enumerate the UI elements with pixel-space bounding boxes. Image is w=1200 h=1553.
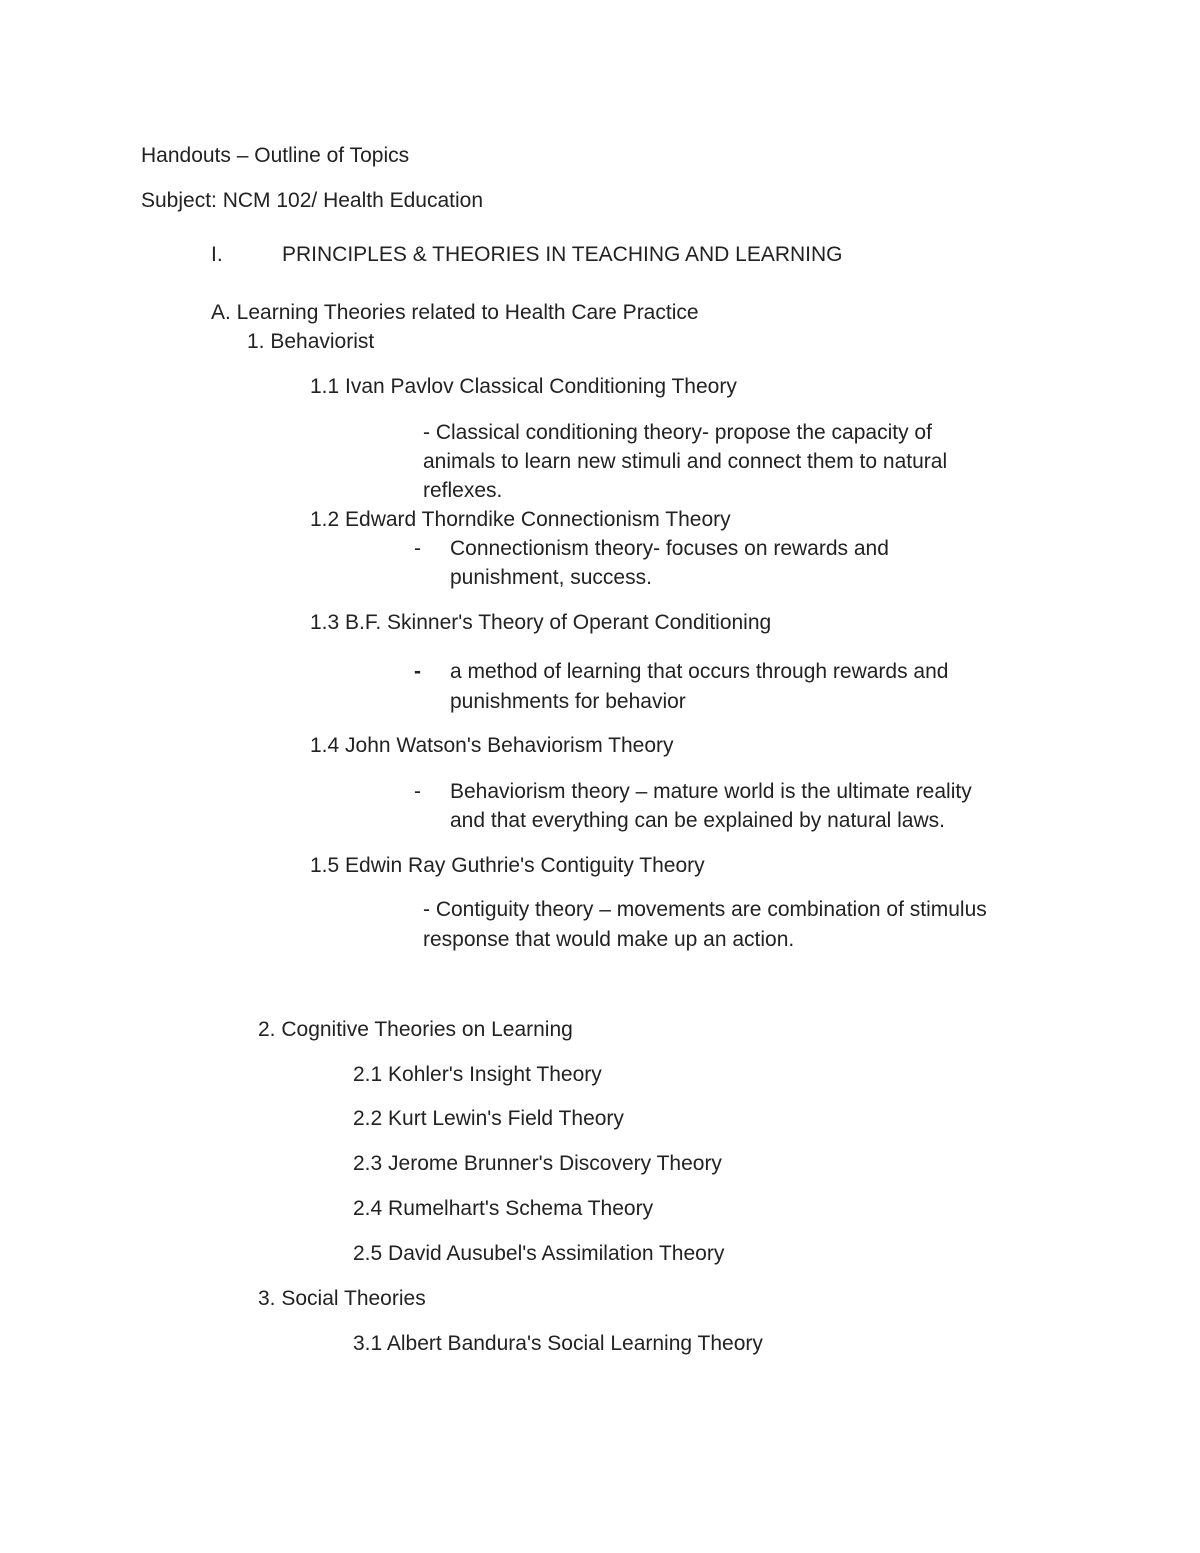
section-numeral: I. bbox=[211, 243, 223, 266]
list-item: 2.1 Kohler's Insight Theory bbox=[353, 1063, 602, 1086]
behaviorist-heading: 1. Behaviorist bbox=[247, 330, 375, 353]
subject-line: Subject: NCM 102/ Health Education bbox=[141, 189, 484, 212]
theory-description-line: response that would make up an action. bbox=[423, 928, 795, 951]
theory-title: 1.4 John Watson's Behaviorism Theory bbox=[310, 734, 674, 757]
section-heading: PRINCIPLES & THEORIES IN TEACHING AND LEARNING bbox=[282, 243, 843, 266]
bullet-dash: - bbox=[414, 660, 421, 683]
theory-description-line: punishment, success. bbox=[450, 566, 652, 589]
theory-description-line: - Classical conditioning theory- propose the capacity of bbox=[423, 421, 932, 444]
social-heading: 3. Social Theories bbox=[258, 1287, 426, 1310]
theory-title: 1.5 Edwin Ray Guthrie's Contiguity Theory bbox=[310, 854, 705, 877]
list-item: 2.2 Kurt Lewin's Field Theory bbox=[353, 1107, 624, 1130]
list-item: 2.3 Jerome Brunner's Discovery Theory bbox=[353, 1152, 722, 1175]
bullet-dash: - bbox=[414, 780, 421, 803]
theory-description-line: and that everything can be explained by natural laws. bbox=[450, 809, 945, 832]
theory-description-line: - Contiguity theory – movements are combination of stimulus bbox=[423, 898, 987, 921]
theory-title: 1.2 Edward Thorndike Connectionism Theory bbox=[310, 508, 731, 531]
list-item: 3.1 Albert Bandura's Social Learning Theory bbox=[353, 1332, 763, 1355]
cognitive-heading: 2. Cognitive Theories on Learning bbox=[258, 1018, 573, 1041]
theory-title: 1.3 B.F. Skinner's Theory of Operant Conditioning bbox=[310, 611, 772, 634]
document-title: Handouts – Outline of Topics bbox=[141, 144, 410, 167]
bullet-dash: - bbox=[414, 537, 421, 560]
theory-description-line: Behaviorism theory – mature world is the ultimate reality bbox=[450, 780, 972, 803]
theory-description-line: a method of learning that occurs through rewards and bbox=[450, 660, 949, 683]
theory-description-line: animals to learn new stimuli and connect them to natural bbox=[423, 450, 948, 473]
theory-description-line: reflexes. bbox=[423, 479, 503, 502]
theory-title: 1.1 Ivan Pavlov Classical Conditioning Theory bbox=[310, 375, 737, 398]
list-item: 2.4 Rumelhart's Schema Theory bbox=[353, 1197, 654, 1220]
theory-description-line: Connectionism theory- focuses on rewards and bbox=[450, 537, 889, 560]
list-item: 2.5 David Ausubel's Assimilation Theory bbox=[353, 1242, 725, 1265]
theory-description-line: punishments for behavior bbox=[450, 690, 686, 713]
subsection-heading: A. Learning Theories related to Health Care Practice bbox=[211, 301, 699, 324]
